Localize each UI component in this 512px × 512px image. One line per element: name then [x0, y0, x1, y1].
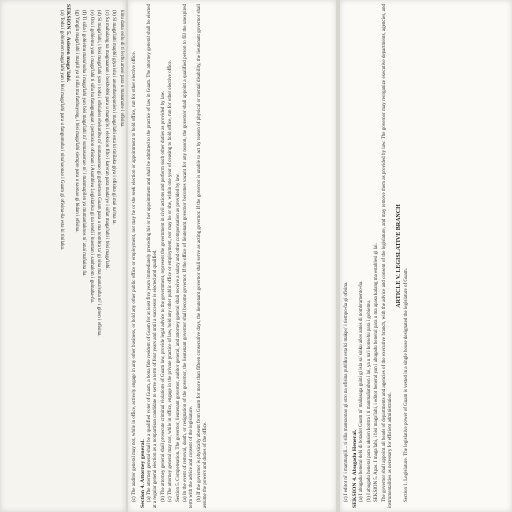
paragraph: (b) Si maga'lahi mapbii giya isla i anumbaxpunien i maga'lahi esta ki tinilaka giya i ofisina gi mai na'ma ta. [111, 10, 117, 225]
paragraph: Section 5. Compensation. The governor, lieutenant governor, auditor general, and attorney general shall receive a salary and other compensation as provided by law. [175, 173, 181, 502]
paragraph: (b) If the governor is physically absent from Guam for more than fifteen consecutive days, the lieutenant governor shall serve as acting governor. If the governor is unable to act by reason of physical or mental disability, the lieutenant governor shall assume the powers and duties of the office. [196, 4, 208, 508]
paragraph: (c) I editot ni' i manmapili... ti siña mansaonao gi otro na ofisina publiku esta ki makpo' i tiempo-ña gi ofisina. [344, 281, 349, 502]
middle-page-text [132, 4, 332, 508]
paragraph: (a) Todu i gobietnon maga'lahi yan i bisi maga'lahi para u fangumuha i nina'saonao i Guam gi ofisina-ña esta ki tinilaka. [59, 10, 64, 251]
paragraph: The governor shall appoint all heads of departments and agencies of the executive branch, with the advice and consent of the legislature, and may remove them as provided by law. The governor may reorganize executive departments, agencies, and instrumentalities as necessary for efficient administration. [381, 4, 393, 508]
left-page [0, 0, 126, 512]
paragraph: kinu dana osilu di ti lechu anosi para u mananane i ofisina. [119, 10, 124, 128]
paragraph: (g) Yangin maga'lahi i mapili ya ti siña ma fanhuyong, i bisi maga'lahi siempre para u saonao gi bidan i ofisina. [74, 10, 79, 233]
section-heading: Section 4. Attorney general. [139, 439, 146, 508]
paragraph: (b) The attorney general shall prosecute criminal violations of Guam law, provide legal advice to the government, represent the government in civil actions and perform such other duties as provided by law. [160, 90, 166, 502]
paragraph: (d) Si maga'lahi, i bisi maga'lahi yan i todu i ofisialen ehekutibu ni' sumasaonao gi gobietnon Guam para u ma nombra ta' gi sina ma mana'suha ni' i ginen i ofisina. [96, 10, 102, 337]
article-heading: ARTICLE V. LEGISLATIVE BRANCH [395, 204, 402, 308]
paragraph: (c) Sa mahalang na magnaanan i bokbobbi para u mangi'is i eleksion fiho i kareran para mada'ye i siñat maga'lahi i bisi maga'lahi. [104, 10, 109, 270]
paragraph: (c) The attorney general may not, while in office, engage in the private practice of law, hold any other public office or employment, nor may he or she, within one year of ceasing to hold office, run for other elective office. [168, 60, 173, 502]
paragraph: (a) In the event of removal, death, or resignation of the governor, the lieutenant governor shall become governor. If the office of lieutenant governor becomes vacant for any reason, the governor shall appoint a qualified person to fill the unexpired term with the advice and consent of the legislature. [183, 4, 194, 508]
paragraph: SEKSION 5. Apas. I maga'lahi, i bisi maga'lahi, i editot heneral yan i abugadu heneral para u ma apasa kalang ma establesi gi lai. [374, 243, 379, 502]
right-page [340, 0, 512, 512]
paragraph: (e) Oru i gobietnu yan i maga'lahi ti siña ha fanaguaguat i petmision ofisinan i Asamblea Legislativa gi na tendi i kuentan i sanhalom i guinaha-ña. [89, 10, 94, 304]
section-heading: SEKSION 5. Asisten maga'lahi. [65, 4, 72, 83]
paragraph: Section 1. Legislature. The legislative power of Guam is vested in a single house designated the legislature of Guam. [403, 268, 409, 502]
paragraph: (b) I abugadu heneral para u aksion kontra i ti manmañatuhon i lai, ya u na'i konsehu para i gobietnu. [366, 299, 372, 502]
paragraph: (f) Ti siña i gobietnu mana'suha i maga'lahi yan bisi maga'lahi ni' sumasaonao ni' i manmapilen ya mumanlaknos ni' anai mañaina ña. [81, 10, 87, 277]
paragraph: (c) The auditor general may not, while in office, actively engage in any other business, or hold any other public office or employment, nor may he or she seek election or appointment to hold office, run for other elective office. [132, 51, 137, 502]
right-page-text [344, 4, 508, 508]
section-heading: SEKSION 4. Abugadu Heneral. [351, 429, 358, 508]
left-page-text [4, 4, 124, 508]
middle-page [128, 0, 336, 512]
paragraph: (a) The attorney general shall be a qualified voter of Guam, a bona fide resident of Guam for at least five years immediately preceding his or her appointment and shall be admitted to the practice of law in Guam. The attorney general shall be elected at a regular general election as a nonpartisan candidate to serve a term of four years and until a successor is elected and qualified. [147, 4, 158, 508]
paragraph: (a) I abugadu heneral debi di botadot Guam ni' mañasaga guini gi isla sa' sinku años antes di nombramento-ña. [359, 280, 364, 502]
